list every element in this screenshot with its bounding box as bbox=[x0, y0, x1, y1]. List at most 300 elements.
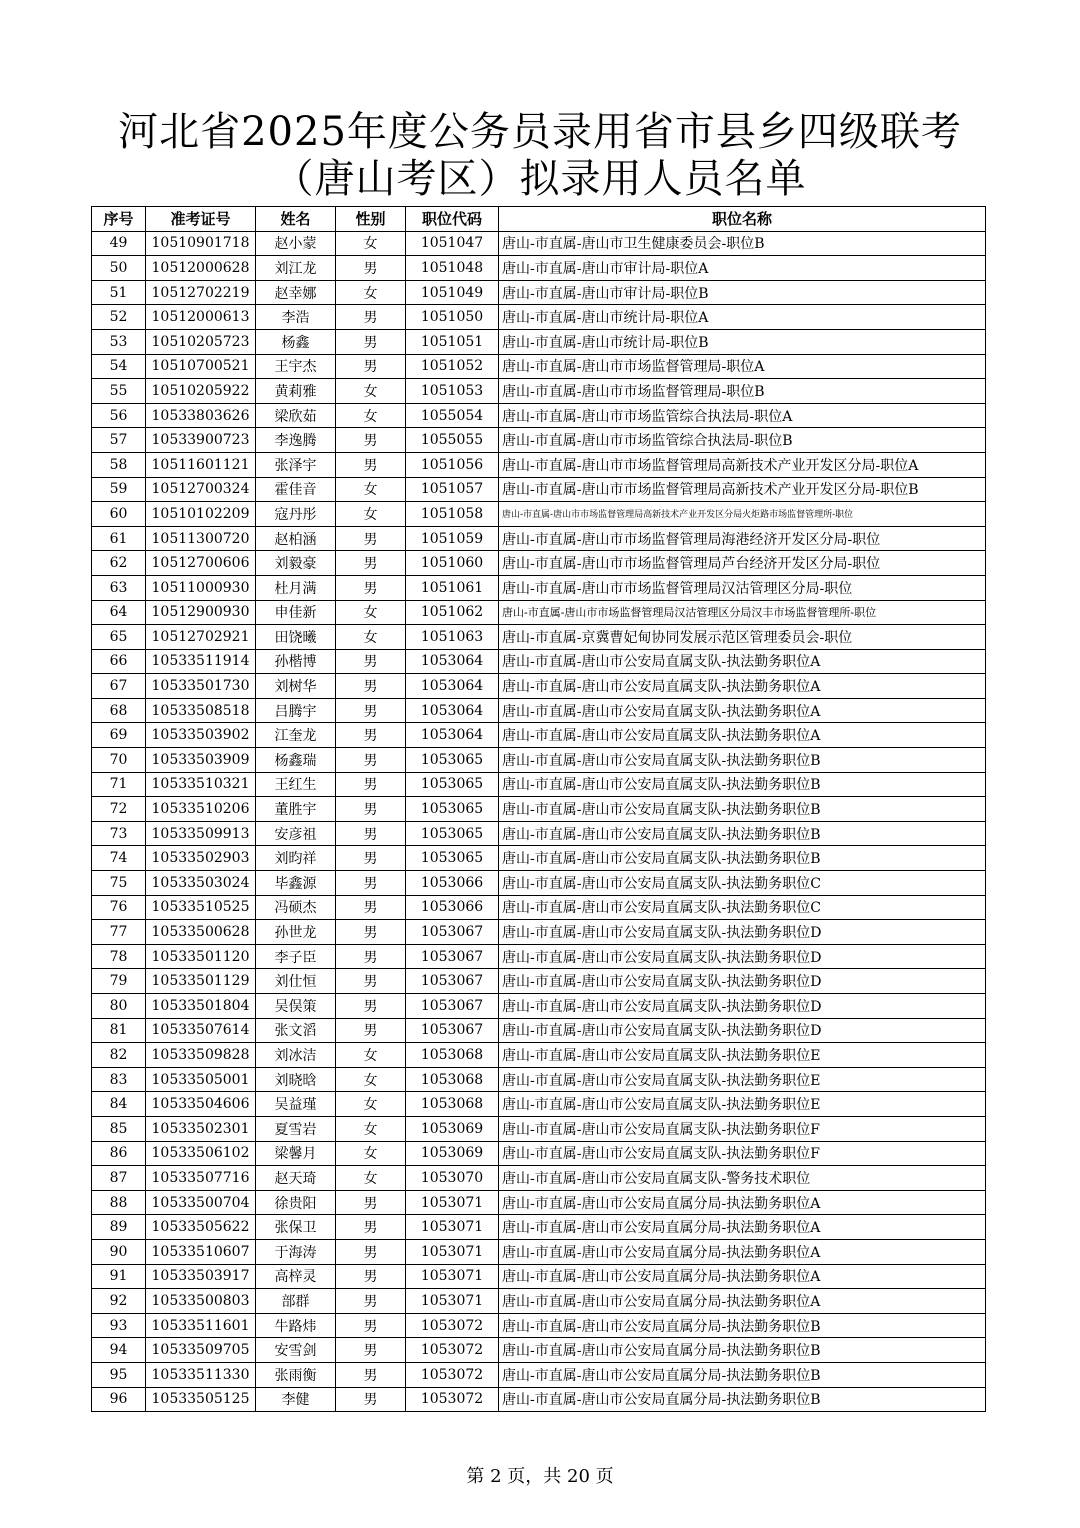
exam-id-cell: 10533501730 bbox=[146, 674, 256, 699]
gender-cell: 男 bbox=[336, 698, 406, 723]
table-row bbox=[92, 1166, 986, 1191]
exam-id-cell: 10533503909 bbox=[146, 748, 256, 773]
position-code-cell: 1053069 bbox=[406, 1116, 499, 1141]
position-name-cell: 唐山-市直属-唐山市市场监督管理局芦台经济开发区分局-职位 bbox=[499, 551, 986, 576]
position-code-cell: 1051063 bbox=[406, 625, 499, 650]
gender-cell: 女 bbox=[336, 1116, 406, 1141]
table-row bbox=[92, 748, 986, 773]
position-name-cell: 唐山-市直属-唐山市公安局直属支队-执法勤务职位B bbox=[499, 797, 986, 822]
seq-cell: 90 bbox=[92, 1239, 146, 1264]
name-cell: 李健 bbox=[256, 1387, 336, 1412]
position-code-cell: 1051056 bbox=[406, 452, 499, 477]
name-cell: 刘仕恒 bbox=[256, 969, 336, 994]
header-position-code: 职位代码 bbox=[406, 207, 499, 232]
exam-id-cell: 10510901718 bbox=[146, 231, 256, 256]
gender-cell: 男 bbox=[336, 920, 406, 945]
name-cell: 吕腾宇 bbox=[256, 698, 336, 723]
seq-cell: 91 bbox=[92, 1264, 146, 1289]
exam-id-cell: 10533502301 bbox=[146, 1116, 256, 1141]
position-name-cell: 唐山-市直属-唐山市市场监督管理局高新技术产业开发区分局-职位B bbox=[499, 477, 986, 502]
table-row bbox=[92, 674, 986, 699]
position-name-cell: 唐山-市直属-唐山市统计局-职位A bbox=[499, 305, 986, 330]
position-name-cell: 唐山-市直属-唐山市公安局直属分局-执法勤务职位A bbox=[499, 1190, 986, 1215]
gender-cell: 女 bbox=[336, 600, 406, 625]
table-row bbox=[92, 1018, 986, 1043]
gender-cell: 女 bbox=[336, 1166, 406, 1191]
position-code-cell: 1053065 bbox=[406, 772, 499, 797]
exam-id-cell: 10533505125 bbox=[146, 1387, 256, 1412]
position-code-cell: 1053065 bbox=[406, 797, 499, 822]
gender-cell: 男 bbox=[336, 1313, 406, 1338]
gender-cell: 女 bbox=[336, 477, 406, 502]
name-cell: 王红生 bbox=[256, 772, 336, 797]
seq-cell: 51 bbox=[92, 280, 146, 305]
name-cell: 夏雪岩 bbox=[256, 1116, 336, 1141]
name-cell: 申佳新 bbox=[256, 600, 336, 625]
position-name-cell: 唐山-市直属-唐山市公安局直属分局-执法勤务职位A bbox=[499, 1215, 986, 1240]
gender-cell: 男 bbox=[336, 1215, 406, 1240]
table-row bbox=[92, 502, 986, 527]
position-name-cell: 唐山-市直属-唐山市公安局直属支队-执法勤务职位B bbox=[499, 772, 986, 797]
position-name-cell: 唐山-市直属-唐山市公安局直属支队-执法勤务职位D bbox=[499, 944, 986, 969]
position-code-cell: 1051047 bbox=[406, 231, 499, 256]
exam-id-cell: 10533507716 bbox=[146, 1166, 256, 1191]
gender-cell: 男 bbox=[336, 846, 406, 871]
seq-cell: 49 bbox=[92, 231, 146, 256]
position-name-cell: 唐山-市直属-唐山市公安局直属支队-执法勤务职位A bbox=[499, 674, 986, 699]
position-code-cell: 1053065 bbox=[406, 846, 499, 871]
position-code-cell: 1051050 bbox=[406, 305, 499, 330]
name-cell: 赵幸娜 bbox=[256, 280, 336, 305]
seq-cell: 95 bbox=[92, 1362, 146, 1387]
position-code-cell: 1053067 bbox=[406, 1018, 499, 1043]
name-cell: 孙楷博 bbox=[256, 649, 336, 674]
exam-id-cell: 10533803626 bbox=[146, 403, 256, 428]
gender-cell: 男 bbox=[336, 1018, 406, 1043]
exam-id-cell: 10533506102 bbox=[146, 1141, 256, 1166]
position-name-cell: 唐山-市直属-唐山市公安局直属支队-执法勤务职位A bbox=[499, 698, 986, 723]
gender-cell: 男 bbox=[336, 871, 406, 896]
seq-cell: 50 bbox=[92, 256, 146, 281]
name-cell: 牛路炜 bbox=[256, 1313, 336, 1338]
position-name-cell: 唐山-市直属-唐山市公安局直属支队-警务技术职位 bbox=[499, 1166, 986, 1191]
gender-cell: 女 bbox=[336, 625, 406, 650]
seq-cell: 69 bbox=[92, 723, 146, 748]
position-name-cell: 唐山-市直属-唐山市公安局直属支队-执法勤务职位A bbox=[499, 649, 986, 674]
position-code-cell: 1051049 bbox=[406, 280, 499, 305]
gender-cell: 女 bbox=[336, 403, 406, 428]
exam-id-cell: 10510700521 bbox=[146, 354, 256, 379]
seq-cell: 70 bbox=[92, 748, 146, 773]
exam-id-cell: 10533504606 bbox=[146, 1092, 256, 1117]
position-name-cell: 唐山-市直属-唐山市市场监督管理局汉沽管理区分局-职位 bbox=[499, 575, 986, 600]
exam-id-cell: 10533501129 bbox=[146, 969, 256, 994]
position-code-cell: 1053067 bbox=[406, 969, 499, 994]
seq-cell: 61 bbox=[92, 526, 146, 551]
position-name-cell: 唐山-市直属-唐山市公安局直属支队-执法勤务职位D bbox=[499, 994, 986, 1019]
seq-cell: 71 bbox=[92, 772, 146, 797]
seq-cell: 86 bbox=[92, 1141, 146, 1166]
name-cell: 李子臣 bbox=[256, 944, 336, 969]
position-name-cell: 唐山-市直属-唐山市公安局直属支队-执法勤务职位D bbox=[499, 969, 986, 994]
position-code-cell: 1051048 bbox=[406, 256, 499, 281]
name-cell: 赵天琦 bbox=[256, 1166, 336, 1191]
position-name-cell: 唐山-市直属-唐山市统计局-职位B bbox=[499, 329, 986, 354]
header-exam-id: 准考证号 bbox=[146, 207, 256, 232]
table-row bbox=[92, 969, 986, 994]
name-cell: 赵小蒙 bbox=[256, 231, 336, 256]
gender-cell: 男 bbox=[336, 526, 406, 551]
position-code-cell: 1053066 bbox=[406, 895, 499, 920]
table-row bbox=[92, 821, 986, 846]
name-cell: 张文滔 bbox=[256, 1018, 336, 1043]
table-row bbox=[92, 1387, 986, 1412]
header-gender: 性别 bbox=[336, 207, 406, 232]
table-row bbox=[92, 649, 986, 674]
seq-cell: 55 bbox=[92, 379, 146, 404]
position-code-cell: 1053068 bbox=[406, 1043, 499, 1068]
position-code-cell: 1053070 bbox=[406, 1166, 499, 1191]
table-row bbox=[92, 1239, 986, 1264]
seq-cell: 92 bbox=[92, 1289, 146, 1314]
exam-id-cell: 10533510321 bbox=[146, 772, 256, 797]
seq-cell: 96 bbox=[92, 1387, 146, 1412]
gender-cell: 男 bbox=[336, 748, 406, 773]
seq-cell: 93 bbox=[92, 1313, 146, 1338]
gender-cell: 男 bbox=[336, 551, 406, 576]
position-code-cell: 1053072 bbox=[406, 1338, 499, 1363]
exam-id-cell: 10512700324 bbox=[146, 477, 256, 502]
position-name-cell: 唐山-市直属-唐山市市场监督管理局海港经济开发区分局-职位 bbox=[499, 526, 986, 551]
name-cell: 张泽宇 bbox=[256, 452, 336, 477]
exam-id-cell: 10533503024 bbox=[146, 871, 256, 896]
exam-id-cell: 10512700606 bbox=[146, 551, 256, 576]
document-title-line-2: （唐山考区）拟录用人员名单 bbox=[273, 156, 807, 202]
seq-cell: 66 bbox=[92, 649, 146, 674]
position-code-cell: 1053067 bbox=[406, 920, 499, 945]
position-code-cell: 1051051 bbox=[406, 329, 499, 354]
exam-id-cell: 10533510525 bbox=[146, 895, 256, 920]
position-name-cell: 唐山-市直属-唐山市公安局直属支队-执法勤务职位A bbox=[499, 723, 986, 748]
header-name: 姓名 bbox=[256, 207, 336, 232]
position-code-cell: 1053064 bbox=[406, 674, 499, 699]
seq-cell: 58 bbox=[92, 452, 146, 477]
name-cell: 梁欣茹 bbox=[256, 403, 336, 428]
position-code-cell: 1053065 bbox=[406, 748, 499, 773]
gender-cell: 女 bbox=[336, 1092, 406, 1117]
exam-id-cell: 10533509913 bbox=[146, 821, 256, 846]
name-cell: 田饶曦 bbox=[256, 625, 336, 650]
table-row bbox=[92, 526, 986, 551]
table-row bbox=[92, 1067, 986, 1092]
name-cell: 吴益瑾 bbox=[256, 1092, 336, 1117]
exam-id-cell: 10533503902 bbox=[146, 723, 256, 748]
exam-id-cell: 10533502903 bbox=[146, 846, 256, 871]
position-code-cell: 1051060 bbox=[406, 551, 499, 576]
table-row bbox=[92, 1043, 986, 1068]
gender-cell: 男 bbox=[336, 354, 406, 379]
gender-cell: 男 bbox=[336, 674, 406, 699]
seq-cell: 84 bbox=[92, 1092, 146, 1117]
exam-id-cell: 10533511914 bbox=[146, 649, 256, 674]
name-cell: 董胜宇 bbox=[256, 797, 336, 822]
exam-id-cell: 10512000613 bbox=[146, 305, 256, 330]
position-name-cell: 唐山-市直属-唐山市公安局直属支队-执法勤务职位B bbox=[499, 846, 986, 871]
table-row bbox=[92, 280, 986, 305]
table-row bbox=[92, 1313, 986, 1338]
gender-cell: 男 bbox=[336, 797, 406, 822]
position-code-cell: 1051057 bbox=[406, 477, 499, 502]
position-name-cell: 唐山-市直属-唐山市市场监管综合执法局-职位A bbox=[499, 403, 986, 428]
seq-cell: 60 bbox=[92, 502, 146, 527]
name-cell: 霍佳音 bbox=[256, 477, 336, 502]
seq-cell: 76 bbox=[92, 895, 146, 920]
position-code-cell: 1055055 bbox=[406, 428, 499, 453]
exam-id-cell: 10533507614 bbox=[146, 1018, 256, 1043]
exam-id-cell: 10533501120 bbox=[146, 944, 256, 969]
gender-cell: 男 bbox=[336, 821, 406, 846]
table-row bbox=[92, 305, 986, 330]
table-row bbox=[92, 944, 986, 969]
position-name-cell: 唐山-市直属-唐山市公安局直属分局-执法勤务职位A bbox=[499, 1289, 986, 1314]
position-code-cell: 1053072 bbox=[406, 1313, 499, 1338]
table-row bbox=[92, 452, 986, 477]
table-row bbox=[92, 723, 986, 748]
position-code-cell: 1053072 bbox=[406, 1362, 499, 1387]
exam-id-cell: 10511000930 bbox=[146, 575, 256, 600]
exam-id-cell: 10533505622 bbox=[146, 1215, 256, 1240]
gender-cell: 男 bbox=[336, 944, 406, 969]
position-name-cell: 唐山-市直属-唐山市公安局直属分局-执法勤务职位B bbox=[499, 1362, 986, 1387]
position-code-cell: 1053067 bbox=[406, 994, 499, 1019]
seq-cell: 53 bbox=[92, 329, 146, 354]
position-code-cell: 1051062 bbox=[406, 600, 499, 625]
table-row bbox=[92, 994, 986, 1019]
gender-cell: 女 bbox=[336, 1043, 406, 1068]
exam-id-cell: 10511601121 bbox=[146, 452, 256, 477]
seq-cell: 65 bbox=[92, 625, 146, 650]
seq-cell: 88 bbox=[92, 1190, 146, 1215]
position-name-cell: 唐山-市直属-唐山市公安局直属支队-执法勤务职位E bbox=[499, 1067, 986, 1092]
position-code-cell: 1053071 bbox=[406, 1264, 499, 1289]
position-code-cell: 1051059 bbox=[406, 526, 499, 551]
position-name-cell: 唐山-市直属-唐山市公安局直属分局-执法勤务职位B bbox=[499, 1338, 986, 1363]
position-name-cell: 唐山-市直属-唐山市公安局直属支队-执法勤务职位B bbox=[499, 821, 986, 846]
gender-cell: 男 bbox=[336, 649, 406, 674]
seq-cell: 68 bbox=[92, 698, 146, 723]
name-cell: 寇丹彤 bbox=[256, 502, 336, 527]
name-cell: 吴俣策 bbox=[256, 994, 336, 1019]
position-name-cell: 唐山-市直属-唐山市市场监督管理局汉沽管理区分局汉丰市场监督管理所-职位 bbox=[499, 600, 986, 625]
name-cell: 梁馨月 bbox=[256, 1141, 336, 1166]
exam-id-cell: 10533503917 bbox=[146, 1264, 256, 1289]
name-cell: 高梓灵 bbox=[256, 1264, 336, 1289]
name-cell: 刘江龙 bbox=[256, 256, 336, 281]
gender-cell: 男 bbox=[336, 305, 406, 330]
seq-cell: 74 bbox=[92, 846, 146, 871]
name-cell: 李浩 bbox=[256, 305, 336, 330]
position-name-cell: 唐山-市直属-唐山市公安局直属支队-执法勤务职位F bbox=[499, 1116, 986, 1141]
seq-cell: 73 bbox=[92, 821, 146, 846]
seq-cell: 85 bbox=[92, 1116, 146, 1141]
gender-cell: 女 bbox=[336, 1141, 406, 1166]
name-cell: 安彦祖 bbox=[256, 821, 336, 846]
table-row bbox=[92, 698, 986, 723]
seq-cell: 67 bbox=[92, 674, 146, 699]
name-cell: 毕鑫源 bbox=[256, 871, 336, 896]
table-row bbox=[92, 231, 986, 256]
document-title-line-1: 河北省2025年度公务员录用省市县乡四级联考 bbox=[118, 109, 962, 155]
seq-cell: 83 bbox=[92, 1067, 146, 1092]
table-row bbox=[92, 329, 986, 354]
position-name-cell: 唐山-市直属-唐山市市场监管综合执法局-职位B bbox=[499, 428, 986, 453]
exam-id-cell: 10533508518 bbox=[146, 698, 256, 723]
gender-cell: 男 bbox=[336, 428, 406, 453]
name-cell: 张雨衡 bbox=[256, 1362, 336, 1387]
gender-cell: 男 bbox=[336, 1362, 406, 1387]
seq-cell: 79 bbox=[92, 969, 146, 994]
exam-id-cell: 10510205922 bbox=[146, 379, 256, 404]
name-cell: 刘晓晗 bbox=[256, 1067, 336, 1092]
gender-cell: 男 bbox=[336, 1190, 406, 1215]
position-name-cell: 唐山-市直属-唐山市市场监督管理局高新技术产业开发区分局火炬路市场监督管理所-职位 bbox=[499, 502, 986, 527]
seq-cell: 59 bbox=[92, 477, 146, 502]
name-cell: 杜月满 bbox=[256, 575, 336, 600]
table-row bbox=[92, 1289, 986, 1314]
gender-cell: 女 bbox=[336, 1067, 406, 1092]
name-cell: 王宇杰 bbox=[256, 354, 336, 379]
table-row bbox=[92, 575, 986, 600]
seq-cell: 57 bbox=[92, 428, 146, 453]
position-code-cell: 1053066 bbox=[406, 871, 499, 896]
position-code-cell: 1051053 bbox=[406, 379, 499, 404]
exam-id-cell: 10533510206 bbox=[146, 797, 256, 822]
exam-id-cell: 10512702219 bbox=[146, 280, 256, 305]
position-code-cell: 1051052 bbox=[406, 354, 499, 379]
table-row bbox=[92, 403, 986, 428]
seq-cell: 77 bbox=[92, 920, 146, 945]
gender-cell: 男 bbox=[336, 1387, 406, 1412]
position-code-cell: 1053067 bbox=[406, 944, 499, 969]
position-name-cell: 唐山-市直属-唐山市公安局直属支队-执法勤务职位C bbox=[499, 871, 986, 896]
gender-cell: 女 bbox=[336, 280, 406, 305]
position-code-cell: 1053065 bbox=[406, 821, 499, 846]
name-cell: 徐贵阳 bbox=[256, 1190, 336, 1215]
exam-id-cell: 10533510607 bbox=[146, 1239, 256, 1264]
name-cell: 安雪剑 bbox=[256, 1338, 336, 1363]
gender-cell: 男 bbox=[336, 895, 406, 920]
seq-cell: 52 bbox=[92, 305, 146, 330]
exam-id-cell: 10533500704 bbox=[146, 1190, 256, 1215]
exam-id-cell: 10510205723 bbox=[146, 329, 256, 354]
exam-id-cell: 10533505001 bbox=[146, 1067, 256, 1092]
name-cell: 部群 bbox=[256, 1289, 336, 1314]
table-row bbox=[92, 379, 986, 404]
gender-cell: 男 bbox=[336, 1338, 406, 1363]
exam-id-cell: 10533511601 bbox=[146, 1313, 256, 1338]
name-cell: 杨鑫瑞 bbox=[256, 748, 336, 773]
position-name-cell: 唐山-市直属-唐山市公安局直属分局-执法勤务职位B bbox=[499, 1313, 986, 1338]
seq-cell: 78 bbox=[92, 944, 146, 969]
gender-cell: 男 bbox=[336, 772, 406, 797]
candidate-table bbox=[91, 206, 986, 1412]
position-code-cell: 1051061 bbox=[406, 575, 499, 600]
position-code-cell: 1053064 bbox=[406, 698, 499, 723]
exam-id-cell: 10533900723 bbox=[146, 428, 256, 453]
position-name-cell: 唐山-市直属-京冀曹妃甸协同发展示范区管理委员会-职位 bbox=[499, 625, 986, 650]
header-seq: 序号 bbox=[92, 207, 146, 232]
gender-cell: 男 bbox=[336, 723, 406, 748]
seq-cell: 82 bbox=[92, 1043, 146, 1068]
position-name-cell: 唐山-市直属-唐山市卫生健康委员会-职位B bbox=[499, 231, 986, 256]
position-name-cell: 唐山-市直属-唐山市市场监督管理局-职位B bbox=[499, 379, 986, 404]
table-row bbox=[92, 846, 986, 871]
position-name-cell: 唐山-市直属-唐山市公安局直属支队-执法勤务职位E bbox=[499, 1092, 986, 1117]
table-row bbox=[92, 895, 986, 920]
position-name-cell: 唐山-市直属-唐山市公安局直属支队-执法勤务职位D bbox=[499, 920, 986, 945]
table-row bbox=[92, 600, 986, 625]
seq-cell: 54 bbox=[92, 354, 146, 379]
position-code-cell: 1051058 bbox=[406, 502, 499, 527]
table-row bbox=[92, 772, 986, 797]
exam-id-cell: 10533501804 bbox=[146, 994, 256, 1019]
gender-cell: 女 bbox=[336, 502, 406, 527]
table-row bbox=[92, 871, 986, 896]
exam-id-cell: 10512900930 bbox=[146, 600, 256, 625]
position-name-cell: 唐山-市直属-唐山市市场监督管理局-职位A bbox=[499, 354, 986, 379]
position-name-cell: 唐山-市直属-唐山市公安局直属支队-执法勤务职位B bbox=[499, 748, 986, 773]
name-cell: 黄莉雅 bbox=[256, 379, 336, 404]
seq-cell: 80 bbox=[92, 994, 146, 1019]
gender-cell: 男 bbox=[336, 256, 406, 281]
seq-cell: 89 bbox=[92, 1215, 146, 1240]
page-footer: 第 2 页，共 20 页 bbox=[466, 1466, 614, 1487]
gender-cell: 男 bbox=[336, 575, 406, 600]
exam-id-cell: 10533500803 bbox=[146, 1289, 256, 1314]
gender-cell: 男 bbox=[336, 1264, 406, 1289]
name-cell: 刘昀祥 bbox=[256, 846, 336, 871]
position-name-cell: 唐山-市直属-唐山市公安局直属分局-执法勤务职位A bbox=[499, 1264, 986, 1289]
exam-id-cell: 10533500628 bbox=[146, 920, 256, 945]
name-cell: 刘冰洁 bbox=[256, 1043, 336, 1068]
table-row bbox=[92, 1338, 986, 1363]
table-row bbox=[92, 920, 986, 945]
name-cell: 冯硕杰 bbox=[256, 895, 336, 920]
name-cell: 孙世龙 bbox=[256, 920, 336, 945]
table-row bbox=[92, 1264, 986, 1289]
name-cell: 张保卫 bbox=[256, 1215, 336, 1240]
gender-cell: 男 bbox=[336, 1289, 406, 1314]
gender-cell: 男 bbox=[336, 452, 406, 477]
table-row bbox=[92, 551, 986, 576]
exam-id-cell: 10533509705 bbox=[146, 1338, 256, 1363]
exam-id-cell: 10533511330 bbox=[146, 1362, 256, 1387]
exam-id-cell: 10512000628 bbox=[146, 256, 256, 281]
position-name-cell: 唐山-市直属-唐山市公安局直属支队-执法勤务职位E bbox=[499, 1043, 986, 1068]
name-cell: 江奎龙 bbox=[256, 723, 336, 748]
table-row bbox=[92, 1190, 986, 1215]
gender-cell: 女 bbox=[336, 231, 406, 256]
gender-cell: 男 bbox=[336, 994, 406, 1019]
seq-cell: 94 bbox=[92, 1338, 146, 1363]
position-name-cell: 唐山-市直属-唐山市公安局直属分局-执法勤务职位B bbox=[499, 1387, 986, 1412]
seq-cell: 81 bbox=[92, 1018, 146, 1043]
position-code-cell: 1053069 bbox=[406, 1141, 499, 1166]
position-code-cell: 1053071 bbox=[406, 1239, 499, 1264]
name-cell: 刘毅豪 bbox=[256, 551, 336, 576]
name-cell: 杨鑫 bbox=[256, 329, 336, 354]
name-cell: 赵柏涵 bbox=[256, 526, 336, 551]
